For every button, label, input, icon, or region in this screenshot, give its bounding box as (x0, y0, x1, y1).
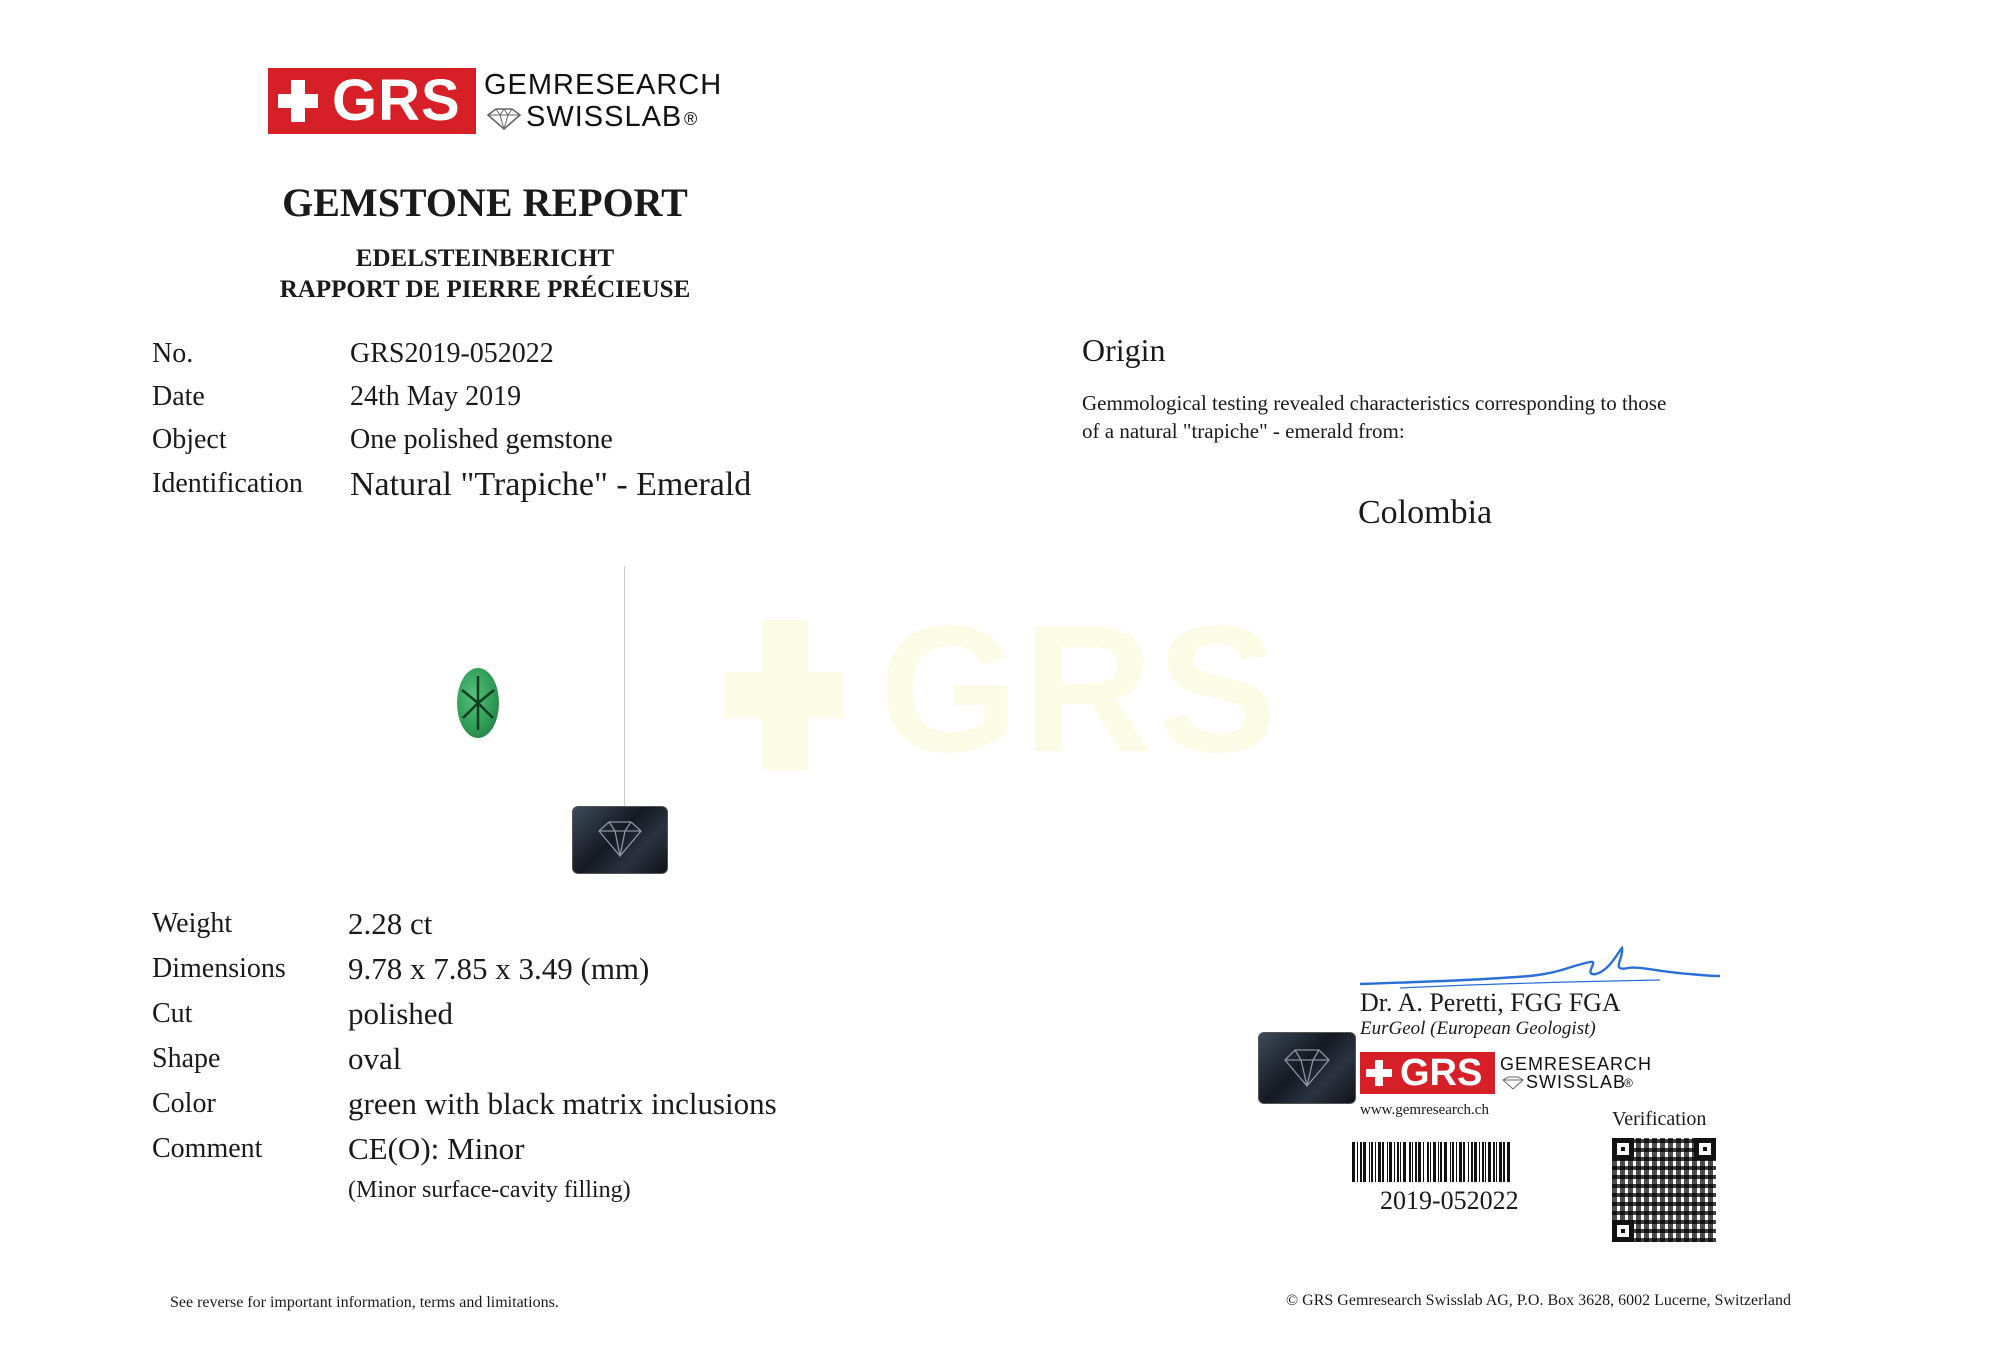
logo-line-swisslab: SWISSLAB (526, 101, 683, 133)
logo-small-line-swisslab: SWISSLAB (1526, 1072, 1627, 1092)
cut-label: Cut (152, 998, 193, 1029)
color-label: Color (152, 1088, 216, 1119)
shape-label: Shape (152, 1043, 221, 1074)
dimensions-value: 9.78 x 7.85 x 3.49 (mm) (348, 951, 650, 986)
grs-logo (268, 68, 723, 134)
diamond-icon (486, 108, 522, 130)
watermark-cross-icon (724, 620, 844, 770)
swiss-cross-icon (278, 80, 318, 122)
dimensions-label: Dimensions (152, 953, 286, 984)
comment-label: Comment (152, 1133, 263, 1164)
origin-text-line2: of a natural "trapiche" - emerald from: (1082, 419, 1405, 443)
weight-value: 2.28 ct (348, 906, 433, 941)
logo-line-gemresearch: GEMRESEARCH (484, 69, 723, 101)
no-value: GRS2019-052022 (350, 338, 554, 369)
report-title: GEMSTONE REPORT (282, 180, 688, 225)
diamond-icon-small (1502, 1076, 1524, 1090)
grs-logo-mark (268, 68, 476, 134)
footer-left-note: See reverse for important information, terms and limitations. (170, 1294, 559, 1311)
logo-small-line-gemresearch: GEMRESEARCH (1500, 1054, 1653, 1074)
weight-label: Weight (152, 908, 233, 939)
watermark-text: GRS (879, 589, 1282, 790)
barcode-number: 2019-052022 (1380, 1186, 1519, 1215)
comment-note: (Minor surface-cavity filling) (348, 1177, 631, 1203)
verification-hologram (1258, 1032, 1356, 1104)
verification-qr-code[interactable] (1612, 1138, 1716, 1242)
grs-watermark (724, 589, 1284, 790)
signatory-title: EurGeol (European Geologist) (1360, 1018, 1596, 1039)
date-label: Date (152, 381, 205, 412)
emerald-stone-image (457, 668, 499, 738)
registered-mark-small: ® (1624, 1076, 1634, 1090)
object-label: Object (152, 424, 227, 455)
object-value: One polished gemstone (350, 424, 613, 455)
registered-mark: ® (684, 109, 699, 129)
identification-label: Identification (152, 468, 303, 499)
origin-country: Colombia (1358, 494, 1493, 531)
report-subtitle-de: EDELSTEINBERICHT (355, 245, 615, 272)
origin-text-line1: Gemmological testing revealed characteristics corresponding to those (1082, 391, 1667, 415)
cut-value: polished (348, 996, 454, 1031)
report-subtitle-fr: RAPPORT DE PIERRE PRÉCIEUSE (279, 276, 691, 303)
color-value: green with black matrix inclusions (348, 1086, 777, 1121)
comment-value: CE(O): Minor (348, 1131, 525, 1166)
grs-logo-small (1360, 1052, 1653, 1096)
footer-copyright: © GRS Gemresearch Swisslab AG, P.O. Box 3628, 6002 Lucerne, Switzerland (1286, 1292, 1791, 1309)
grs-logo-text: GRS (332, 68, 461, 133)
barcode (1352, 1142, 1570, 1182)
signatory-name: Dr. A. Peretti, FGG FGA (1360, 988, 1621, 1017)
swiss-cross-icon-small (1366, 1060, 1392, 1086)
date-value: 24th May 2019 (350, 381, 522, 412)
grs-logo-small-text: GRS (1400, 1052, 1483, 1094)
hologram-sticker (572, 806, 668, 874)
origin-heading: Origin (1082, 332, 1166, 368)
shape-value: oval (348, 1041, 402, 1076)
website-text: www.gemresearch.ch (1360, 1102, 1489, 1118)
identification-value: Natural "Trapiche" - Emerald (350, 466, 752, 503)
stone-photo-divider (624, 566, 625, 806)
grs-logo-small-mark (1360, 1052, 1495, 1094)
verification-label: Verification (1612, 1108, 1707, 1130)
no-label: No. (152, 338, 194, 369)
